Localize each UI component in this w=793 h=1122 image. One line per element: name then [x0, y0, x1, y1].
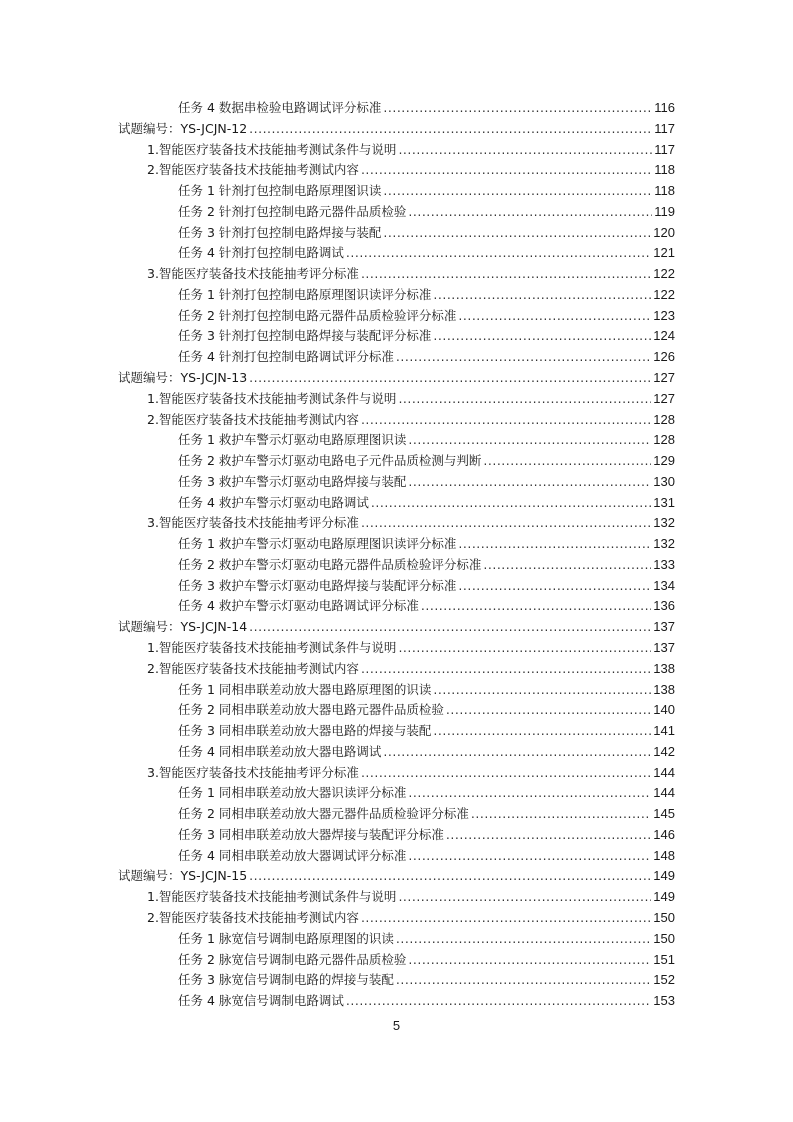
- toc-entry-page: 121: [653, 245, 675, 261]
- toc-entry[interactable]: [147, 410, 675, 430]
- toc-entry[interactable]: [178, 306, 675, 326]
- toc-entry[interactable]: [178, 721, 675, 741]
- toc-entry[interactable]: [178, 825, 675, 845]
- toc-entry-page: 127: [653, 370, 675, 385]
- toc-entry[interactable]: [178, 929, 675, 949]
- toc-entry-title: 任务 4 针剂打包控制电路调试评分标准: [178, 349, 394, 365]
- toc-entry[interactable]: [178, 181, 675, 201]
- dot-leader: [383, 181, 652, 201]
- toc-entry-title: 2.智能医疗装备技术技能抽考测试内容: [147, 660, 359, 676]
- toc-entry-page: 150: [653, 910, 675, 926]
- toc-entry-title: 任务 3 脉宽信号调制电路的焊接与装配: [178, 972, 394, 988]
- dot-leader: [383, 98, 652, 118]
- toc-entry[interactable]: [178, 700, 675, 720]
- toc-entry-title: 任务 3 同相串联差动放大器焊接与装配评分标准: [178, 826, 444, 842]
- toc-entry[interactable]: [178, 285, 675, 305]
- toc-entry-page: 119: [654, 203, 675, 219]
- toc-entry-page: 130: [653, 473, 675, 489]
- toc-entry-page: 117: [654, 141, 675, 157]
- toc-entry-title: 2.智能医疗装备技术技能抽考测试内容: [147, 162, 359, 178]
- toc-entry[interactable]: [178, 347, 675, 367]
- toc-entry[interactable]: [178, 991, 675, 1011]
- toc-entry[interactable]: [178, 950, 675, 970]
- toc-entry-title: 任务 2 救护车警示灯驱动电路元器件品质检验评分标准: [178, 556, 482, 572]
- toc-entry-page: 133: [653, 556, 675, 572]
- toc-entry-page: 129: [653, 453, 675, 469]
- toc-entry-page: 152: [653, 972, 675, 988]
- toc-entry-title: 任务 1 针剂打包控制电路原理图识读: [178, 183, 382, 199]
- dot-leader: [396, 970, 651, 990]
- toc-entry-page: 128: [653, 411, 675, 427]
- toc-entry-page: 151: [653, 951, 675, 967]
- toc-entry-page: 144: [653, 764, 675, 780]
- toc-entry-page: 118: [654, 162, 675, 178]
- dot-leader: [346, 243, 651, 263]
- toc-entry[interactable]: [147, 160, 675, 180]
- toc-entry-title: 试题编号：YS-JCJN-13: [118, 370, 248, 385]
- toc-entry[interactable]: [178, 534, 675, 554]
- dot-leader: [361, 659, 651, 679]
- toc-entry[interactable]: [178, 493, 675, 513]
- toc-entry-title: 2.智能医疗装备技术技能抽考测试内容: [147, 910, 359, 926]
- dot-leader: [458, 534, 651, 554]
- toc-entry-title: 2.智能医疗装备技术技能抽考测试内容: [147, 411, 359, 427]
- toc-entry-page: 138: [653, 681, 675, 697]
- dot-leader: [433, 285, 651, 305]
- toc-entry-title: 3.智能医疗装备技术技能抽考评分标准: [147, 515, 359, 531]
- toc-entry[interactable]: [178, 555, 675, 575]
- toc-entry-title: 任务 3 同相串联差动放大器电路的焊接与装配: [178, 723, 432, 739]
- toc-entry[interactable]: [178, 430, 675, 450]
- toc-entry-title: 任务 4 同相串联差动放大器电路调试: [178, 743, 382, 759]
- toc-entry[interactable]: [118, 119, 675, 139]
- dot-leader: [361, 513, 651, 533]
- dot-leader: [396, 929, 651, 949]
- toc-entry-page: 118: [654, 183, 675, 199]
- toc-entry-title: 1.智能医疗装备技术技能抽考测试条件与说明: [147, 390, 397, 406]
- toc-entry-title: 任务 3 针剂打包控制电路焊接与装配评分标准: [178, 328, 432, 344]
- toc-entry-page: 137: [653, 619, 675, 635]
- toc-entry[interactable]: [147, 140, 675, 160]
- toc-entry-title: 任务 1 同相串联差动放大器电路原理图的识读: [178, 681, 432, 697]
- toc-entry-title: 任务 3 针剂打包控制电路焊接与装配: [178, 224, 382, 240]
- toc-entry-page: 146: [653, 826, 675, 842]
- dot-leader: [398, 887, 651, 907]
- toc-entry-title: 任务 4 同相串联差动放大器调试评分标准: [178, 847, 407, 863]
- toc-entry-page: 153: [653, 993, 675, 1009]
- dot-leader: [346, 991, 651, 1011]
- dot-leader: [408, 846, 651, 866]
- dot-leader: [408, 783, 651, 803]
- dot-leader: [396, 347, 651, 367]
- toc-entry-title: 1.智能医疗装备技术技能抽考测试条件与说明: [147, 889, 397, 905]
- dot-leader: [249, 866, 651, 886]
- toc-entry[interactable]: [178, 451, 675, 471]
- toc-entry-title: 任务 1 针剂打包控制电路原理图识读评分标准: [178, 286, 432, 302]
- toc-entry-page: 132: [653, 536, 675, 552]
- toc-entry-page: 127: [653, 390, 675, 406]
- toc-entry-title: 任务 2 救护车警示灯驱动电路电子元件品质检测与判断: [178, 453, 482, 469]
- toc-entry-page: 123: [653, 307, 675, 323]
- dot-leader: [383, 223, 651, 243]
- toc-entry-title: 1.智能医疗装备技术技能抽考测试条件与说明: [147, 141, 397, 157]
- dot-leader: [408, 472, 651, 492]
- toc-entry[interactable]: [178, 783, 675, 803]
- toc-entry[interactable]: [147, 264, 675, 284]
- toc-entry-page: 136: [653, 598, 675, 614]
- toc-entry-title: 任务 2 同相串联差动放大器元器件品质检验评分标准: [178, 806, 469, 822]
- toc-entry-title: 任务 4 救护车警示灯驱动电路调试: [178, 494, 369, 510]
- toc-entry-page: 149: [653, 889, 675, 905]
- toc-entry[interactable]: [147, 638, 675, 658]
- dot-leader: [483, 451, 651, 471]
- toc-entry-title: 试题编号：YS-JCJN-15: [118, 868, 248, 884]
- page-number: 5: [392, 1018, 401, 1033]
- toc-entry-title: 1.智能医疗装备技术技能抽考测试条件与说明: [147, 640, 397, 656]
- toc-entry-title: 任务 2 脉宽信号调制电路元器件品质检验: [178, 951, 407, 967]
- toc-entry[interactable]: [147, 513, 675, 533]
- dot-leader: [249, 119, 652, 139]
- toc-entry[interactable]: [178, 804, 675, 824]
- toc-entry[interactable]: [178, 970, 675, 990]
- toc-entry-page: 138: [653, 660, 675, 676]
- toc-entry[interactable]: [178, 596, 675, 616]
- toc-entry-page: 142: [653, 743, 675, 759]
- dot-leader: [361, 410, 651, 430]
- dot-leader: [433, 721, 651, 741]
- toc-entry-title: 试题编号：YS-JCJN-14: [118, 619, 248, 635]
- toc-entry-page: 148: [653, 847, 675, 863]
- toc-entry-title: 任务 4 脉宽信号调制电路调试: [178, 993, 344, 1009]
- dot-leader: [483, 555, 651, 575]
- dot-leader: [398, 140, 652, 160]
- dot-leader: [433, 326, 651, 346]
- dot-leader: [361, 763, 651, 783]
- toc-entry-page: 134: [653, 577, 675, 593]
- toc-entry-page: 124: [653, 328, 675, 344]
- toc-entry-page: 131: [653, 494, 675, 510]
- toc-entry-title: 任务 4 救护车警示灯驱动电路调试评分标准: [178, 598, 419, 614]
- dot-leader: [398, 389, 651, 409]
- dot-leader: [433, 680, 651, 700]
- toc-entry[interactable]: [147, 389, 675, 409]
- toc-entry-title: 任务 1 救护车警示灯驱动电路原理图识读: [178, 432, 407, 448]
- toc-entry[interactable]: [178, 846, 675, 866]
- toc-entry-page: 140: [653, 702, 675, 718]
- toc-entry[interactable]: [178, 98, 675, 118]
- toc-entry-page: 122: [653, 286, 675, 302]
- toc-entry-page: 141: [653, 723, 675, 739]
- dot-leader: [249, 617, 651, 637]
- dot-leader: [471, 804, 651, 824]
- toc-entry-page: 117: [654, 120, 675, 136]
- toc-entry-title: 3.智能医疗装备技术技能抽考评分标准: [147, 266, 359, 282]
- toc-entry[interactable]: [147, 659, 675, 679]
- toc-entry-title: 任务 3 救护车警示灯驱动电路焊接与装配: [178, 473, 407, 489]
- toc-entry[interactable]: [178, 576, 675, 596]
- toc-entry-page: 144: [653, 785, 675, 801]
- toc-entry-page: 150: [653, 930, 675, 946]
- toc-entry-title: 试题编号：YS-JCJN-12: [118, 120, 248, 136]
- toc-entry-title: 任务 1 救护车警示灯驱动电路原理图识读评分标准: [178, 536, 457, 552]
- dot-leader: [446, 825, 651, 845]
- toc-entry[interactable]: [147, 763, 675, 783]
- toc-entry[interactable]: [178, 742, 675, 762]
- dot-leader: [249, 368, 651, 388]
- toc-entry[interactable]: [178, 680, 675, 700]
- dot-leader: [408, 950, 651, 970]
- dot-leader: [398, 638, 651, 658]
- toc-entry[interactable]: [178, 243, 675, 263]
- dot-leader: [446, 700, 651, 720]
- toc-entry-page: 128: [653, 432, 675, 448]
- toc-entry[interactable]: [118, 866, 675, 886]
- dot-leader: [421, 596, 651, 616]
- toc-entry-page: 132: [653, 515, 675, 531]
- toc-entry-title: 3.智能医疗装备技术技能抽考评分标准: [147, 764, 359, 780]
- toc-entry-title: 任务 4 针剂打包控制电路调试: [178, 245, 344, 261]
- toc-entry[interactable]: [178, 202, 675, 222]
- dot-leader: [361, 264, 651, 284]
- toc-entry-title: 任务 2 同相串联差动放大器电路元器件品质检验: [178, 702, 444, 718]
- toc-entry-title: 任务 2 针剂打包控制电路元器件品质检验评分标准: [178, 307, 457, 323]
- dot-leader: [458, 576, 651, 596]
- dot-leader: [383, 742, 651, 762]
- toc-entry-title: 任务 4 数据串检验电路调试评分标准: [178, 100, 382, 115]
- dot-leader: [361, 908, 651, 928]
- dot-leader: [408, 430, 651, 450]
- toc-entry-page: 126: [653, 349, 675, 365]
- toc-entry-page: 120: [653, 224, 675, 240]
- toc-entry-page: 145: [653, 806, 675, 822]
- toc-entry-title: 任务 1 脉宽信号调制电路原理图的识读: [178, 930, 394, 946]
- toc-entry-page: 149: [653, 868, 675, 884]
- toc-entry[interactable]: [178, 223, 675, 243]
- toc-entry-title: 任务 3 救护车警示灯驱动电路焊接与装配评分标准: [178, 577, 457, 593]
- toc-entry[interactable]: [118, 617, 675, 637]
- dot-leader: [371, 493, 651, 513]
- toc-entry-title: 任务 1 同相串联差动放大器识读评分标准: [178, 785, 407, 801]
- toc-entry-page: 137: [653, 640, 675, 656]
- dot-leader: [408, 202, 652, 222]
- toc-entry[interactable]: [147, 887, 675, 907]
- dot-leader: [361, 160, 652, 180]
- toc-entry[interactable]: [147, 908, 675, 928]
- toc-entry-page: 122: [653, 266, 675, 282]
- toc-entry-page: 116: [654, 100, 675, 115]
- toc-entry-title: 任务 2 针剂打包控制电路元器件品质检验: [178, 203, 407, 219]
- toc-entry[interactable]: [118, 368, 675, 388]
- toc-entry[interactable]: [178, 472, 675, 492]
- toc-entry[interactable]: [178, 326, 675, 346]
- dot-leader: [458, 306, 651, 326]
